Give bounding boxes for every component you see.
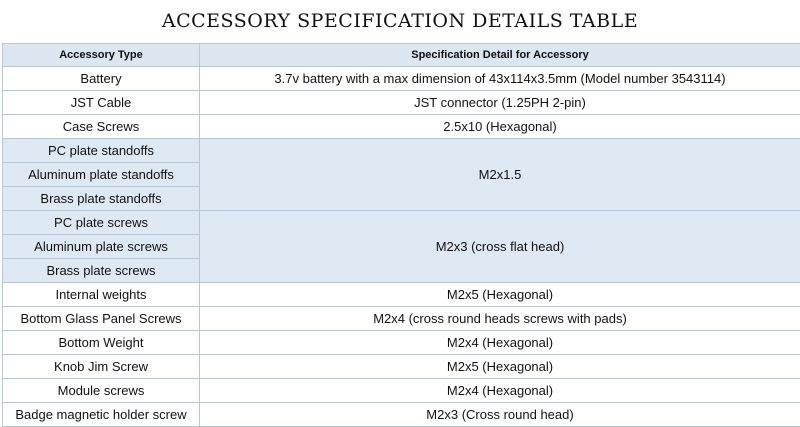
table-row <box>3 211 800 235</box>
accessory-type-cell: Battery <box>3 67 200 91</box>
table-row <box>3 379 800 403</box>
accessory-type-cell: Case Screws <box>3 115 200 139</box>
page-title: ACCESSORY SPECIFICATION DETAILS TABLE <box>0 0 800 42</box>
specification-cell: M2x3 (Cross round head) <box>200 403 800 427</box>
accessory-type-cell: Badge magnetic holder screw <box>3 403 200 427</box>
accessory-type-cell: Module screws <box>3 379 200 403</box>
specification-cell-merged: M2x1.5 <box>200 139 800 211</box>
specification-cell: M2x4 (cross round heads screws with pads) <box>200 307 800 331</box>
accessory-type-cell: PC plate screws <box>3 211 200 235</box>
table-row <box>3 403 800 427</box>
accessory-type-cell: Brass plate standoffs <box>3 187 200 211</box>
specification-cell-merged: M2x3 (cross flat head) <box>200 211 800 283</box>
specification-cell: M2x5 (Hexagonal) <box>200 355 800 379</box>
table-row <box>3 67 800 91</box>
table-row <box>3 91 800 115</box>
accessory-type-cell: Aluminum plate standoffs <box>3 163 200 187</box>
accessory-type-cell: Bottom Glass Panel Screws <box>3 307 200 331</box>
specification-cell: 2.5x10 (Hexagonal) <box>200 115 800 139</box>
accessory-type-cell: Internal weights <box>3 283 200 307</box>
accessory-type-cell: Brass plate screws <box>3 259 200 283</box>
table-header-row <box>3 44 800 67</box>
accessory-type-cell: Knob Jim Screw <box>3 355 200 379</box>
table-row <box>3 139 800 163</box>
table-row <box>3 115 800 139</box>
header-specification-detail: Specification Detail for Accessory <box>200 44 800 67</box>
specification-table <box>2 43 800 427</box>
table-row <box>3 355 800 379</box>
specification-cell: JST connector (1.25PH 2-pin) <box>200 91 800 115</box>
header-accessory-type: Accessory Type <box>3 44 200 67</box>
accessory-type-cell: PC plate standoffs <box>3 139 200 163</box>
table-row <box>3 283 800 307</box>
accessory-type-cell: Aluminum plate screws <box>3 235 200 259</box>
specification-cell: M2x4 (Hexagonal) <box>200 379 800 403</box>
accessory-type-cell: JST Cable <box>3 91 200 115</box>
table-row <box>3 307 800 331</box>
accessory-type-cell: Bottom Weight <box>3 331 200 355</box>
specification-cell: 3.7v battery with a max dimension of 43x114x3.5mm (Model number 3543114) <box>200 67 800 91</box>
specification-cell: M2x5 (Hexagonal) <box>200 283 800 307</box>
specification-cell: M2x4 (Hexagonal) <box>200 331 800 355</box>
table-row <box>3 331 800 355</box>
